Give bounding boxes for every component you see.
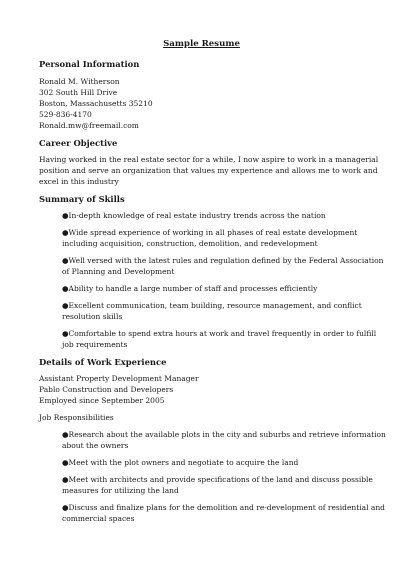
email: Ronald.mw@freemail.com: [39, 121, 139, 130]
objective-line: excel in this industry: [39, 177, 119, 186]
skill-item-continuation: of Planning and Development: [62, 267, 175, 276]
responsibility-item: ●Meet with architects and provide specifications of the land and discuss possible: [62, 475, 373, 484]
objective-line: position and serve an organization that values my experience and allows me to work and: [39, 166, 378, 175]
skill-item: ●Well versed with the latest rules and regulation defined by the Federal Association: [62, 256, 384, 265]
skill-item: ●Ability to handle a large number of staff and processes efficiently: [62, 284, 318, 293]
summary-of-skills-heading: Summary of Skills: [39, 194, 125, 204]
responsibility-item-continuation: commercial spaces: [62, 514, 135, 523]
skill-item: ●Wide spread experience of working in all phases of real estate development: [62, 228, 358, 237]
career-objective-heading: Career Objective: [39, 138, 118, 148]
responsibility-item: ●Research about the available plots in the city and suburbs and retrieve information: [62, 430, 386, 439]
responsibility-item: ●Discuss and finalize plans for the demolition and re-development of residential and: [62, 503, 385, 512]
skill-item-continuation: including acquisition, construction, demolition, and redevelopment: [62, 239, 318, 248]
work-experience-heading: Details of Work Experience: [39, 357, 167, 367]
skill-item: ●In-depth knowledge of real estate industry trends across the nation: [62, 211, 326, 220]
responsibility-item-continuation: measures for utilizing the land: [62, 486, 179, 495]
job-position: Assistant Property Development Manager: [39, 374, 199, 383]
skill-item-continuation: resolution skills: [62, 312, 123, 321]
company-name: Pablo Construction and Developers: [39, 385, 174, 394]
document-title: Sample Resume: [163, 39, 240, 49]
skill-item: ●Excellent communication, team building, resource management, and conflict: [62, 301, 362, 310]
personal-information-heading: Personal Information: [39, 59, 140, 69]
skill-item-continuation: job requirements: [62, 340, 128, 349]
responsibility-item: ●Meet with the plot owners and negotiate to acquire the land: [62, 458, 299, 467]
skill-item: ●Comfortable to spend extra hours at work and travel frequently in order to fulfill: [62, 329, 377, 338]
street-address: 302 South Hill Drive: [39, 88, 118, 97]
phone: 529-836-4170: [39, 110, 92, 119]
name: Ronald M. Witherson: [39, 77, 120, 86]
objective-line: Having worked in the real estate sector for a while, I now aspire to work in a managerial: [39, 155, 379, 164]
job-responsibilities-label: Job Responsibilities: [39, 413, 114, 422]
responsibility-item-continuation: about the owners: [62, 441, 129, 450]
employment-date: Employed since September 2005: [39, 396, 165, 405]
city-address: Boston, Massachusetts 35210: [39, 99, 153, 108]
